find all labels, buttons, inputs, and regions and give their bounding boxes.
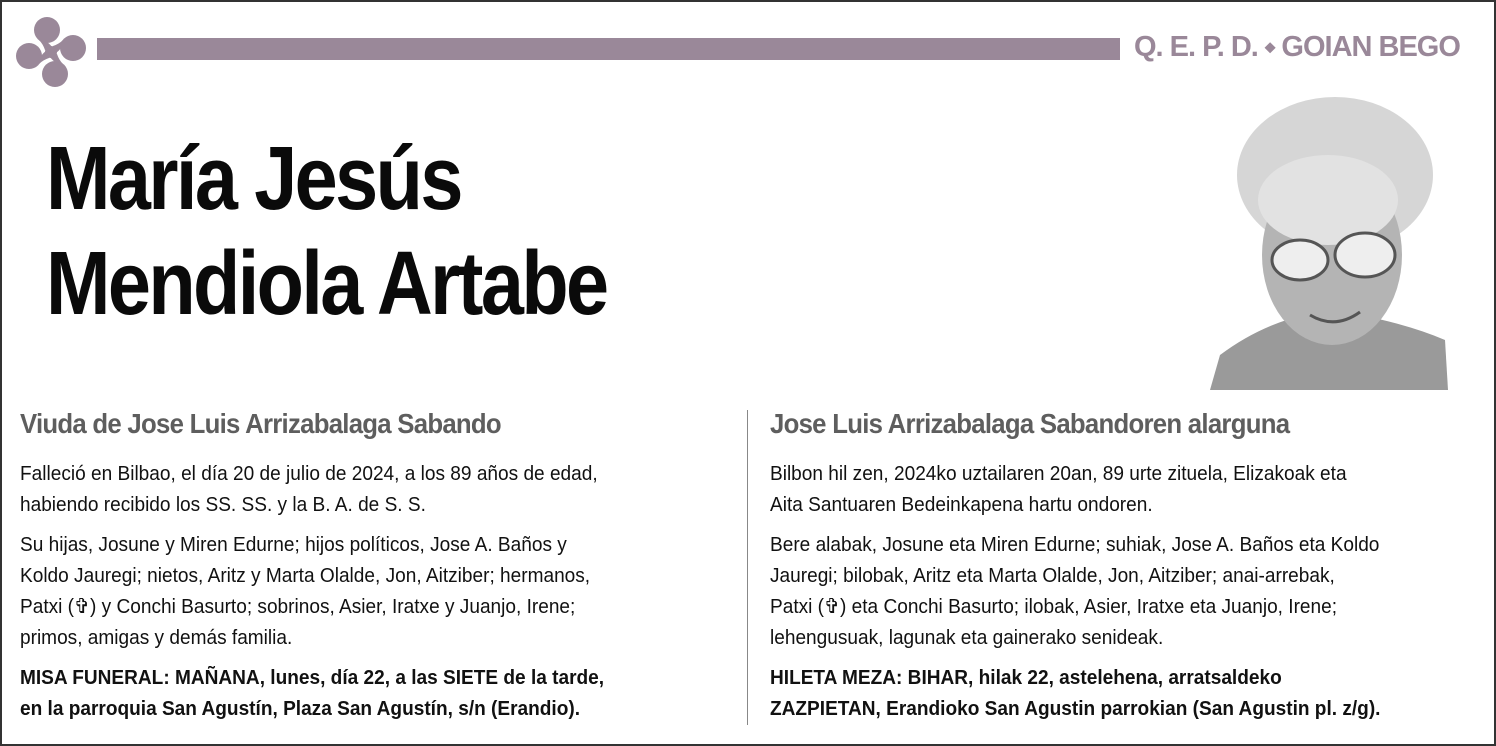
header-label: Q. E. P. D. ⬩ GOIAN BEGO bbox=[1134, 31, 1460, 63]
basque-death-notice: Bilbon hil zen, 2024ko uztailaren 20an, 89 urte zituela, Elizakoak eta Aita Santuaren Bedeinkapena hartu ondoren. bbox=[770, 462, 1347, 516]
basque-family: Bere alabak, Josune eta Miren Edurne; suhiak, Jose A. Baños eta Koldo Jauregi; bilobak, Aritz eta Marta Olalde, Jon, Aitziber; anai-arrebak, Patxi (✞) eta Conchi Basurto; ilobak, Asier, Iratxe eta Juanjo, Irene; lehengusuak, lagunak eta gainerako senideak. bbox=[770, 533, 1380, 649]
basque-funeral-info: HILETA MEZA: BIHAR, hilak 22, astelehena, arratsaldeko ZAZPIETAN, Erandioko San Agustin parrokian (San Agustin pl. z/g). bbox=[770, 666, 1381, 720]
spanish-death-notice: Falleció en Bilbao, el día 20 de julio de 2024, a los 89 años de edad, habiendo recibido los SS. SS. y la B. A. de S. S. bbox=[20, 462, 598, 516]
lauburu-icon bbox=[8, 10, 94, 94]
spanish-family: Su hijas, Josune y Miren Edurne; hijos políticos, Jose A. Baños y Koldo Jauregi; nietos, Aritz y Marta Olalde, Jon, Aitziber; hermanos, Patxi (✞) y Conchi Basurto; sobrinos, Asier, Iratxe y Juanjo, Irene; primos, amigas y demás familia. bbox=[20, 533, 591, 649]
spanish-subtitle: Viuda de Jose Luis Arrizabalaga Sabando bbox=[20, 408, 501, 439]
basque-column bbox=[770, 408, 1490, 733]
header-bar bbox=[97, 38, 1120, 60]
deceased-name-line1: María Jesús bbox=[46, 129, 461, 229]
spanish-funeral-info: MISA FUNERAL: MAÑANA, lunes, día 22, a las SIETE de la tarde, en la parroquia San Agustín, Plaza San Agustín, s/n (Erandio). bbox=[20, 666, 605, 720]
basque-subtitle: Jose Luis Arrizabalaga Sabandoren alarguna bbox=[770, 408, 1290, 439]
portrait-photo bbox=[1210, 90, 1448, 390]
deceased-name-line2: Mendiola Artabe bbox=[46, 234, 607, 334]
spanish-column bbox=[20, 408, 740, 733]
column-divider bbox=[747, 410, 748, 725]
